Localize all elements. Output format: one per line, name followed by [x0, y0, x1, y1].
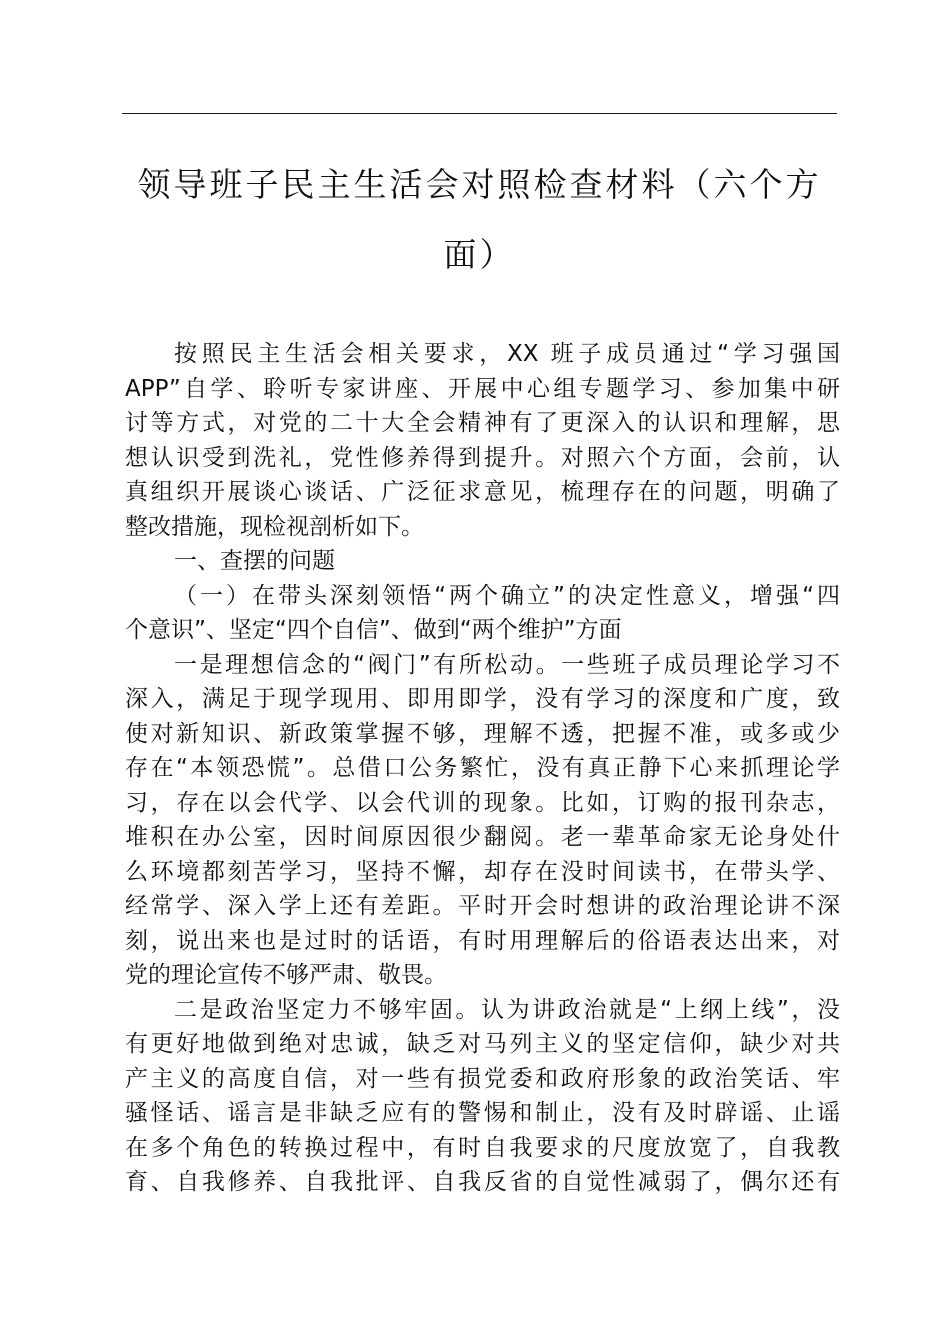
document-title [122, 150, 837, 290]
body-line: 整改措施，现检视剖析如下。 [125, 513, 424, 540]
body-line: 习，存在以会代学、以会代训的现象。比如，订购的报刊杂志， [125, 789, 840, 816]
body-line: 想认识受到洗礼，党性修养得到提升。对照六个方面，会前，认 [125, 444, 840, 471]
body-line: 有更好地做到绝对忠诚，缺乏对马列主义的坚定信仰，缺少对共 [125, 1031, 840, 1057]
header-rule [122, 113, 837, 114]
body-line: APP”自学、聆听专家讲座、开展中心组专题学习、参加集中研 [125, 375, 840, 402]
body-line: 一是理想信念的“阀门”有所松动。一些班子成员理论学习不 [174, 651, 840, 678]
body-line: 使对新知识、新政策掌握不够，理解不透，把握不准，或多或少 [125, 720, 840, 747]
body-line: （一）在带头深刻领悟“两个确立”的决定性意义，增强“四 [174, 582, 840, 609]
body-line: 存在“本领恐慌”。总借口公务繁忙，没有真正静下心来抓理论学 [125, 755, 840, 781]
body-line: 个意识”、坚定“四个自信”、做到“两个维护”方面 [125, 617, 622, 643]
document-body [125, 337, 840, 1200]
body-line: 产主义的高度自信，对一些有损党委和政府形象的政治笑话、牢 [125, 1065, 840, 1092]
body-line: 二是政治坚定力不够牢固。认为讲政治就是“上纲上线”，没 [174, 996, 840, 1023]
body-line: 刻，说出来也是过时的话语，有时用理解后的俗语表达出来，对 [125, 927, 840, 954]
body-line: 堆积在办公室，因时间原因很少翻阅。老一辈革命家无论身处什 [125, 824, 840, 850]
body-line: 深入，满足于现学现用、即用即学，没有学习的深度和广度，致 [125, 686, 840, 712]
body-line: 按照民主生活会相关要求，XX 班子成员通过“学习强国 [174, 341, 840, 367]
body-line: 在多个角色的转换过程中，有时自我要求的尺度放宽了，自我教 [125, 1134, 840, 1161]
body-line: 么环境都刻苦学习，坚持不懈，却存在没时间读书，在带头学、 [125, 858, 840, 885]
title-line: 面） [443, 235, 516, 274]
body-line: 一、查摆的问题 [174, 548, 335, 574]
title-line: 领导班子民主生活会对照检查材料（六个方 [137, 165, 822, 204]
body-line: 育、自我修养、自我批评、自我反省的自觉性减弱了，偶尔还有 [125, 1169, 840, 1195]
body-line: 经常学、深入学上还有差距。平时开会时想讲的政治理论讲不深 [125, 893, 840, 919]
body-line: 真组织开展谈心谈话、广泛征求意见，梳理存在的问题，明确了 [125, 479, 840, 505]
body-line: 讨等方式，对党的二十大全会精神有了更深入的认识和理解，思 [125, 410, 840, 436]
body-line: 骚怪话、谣言是非缺乏应有的警惕和制止，没有及时辟谣、止谣 [125, 1100, 840, 1126]
body-line: 党的理论宣传不够严肃、敬畏。 [125, 962, 447, 988]
